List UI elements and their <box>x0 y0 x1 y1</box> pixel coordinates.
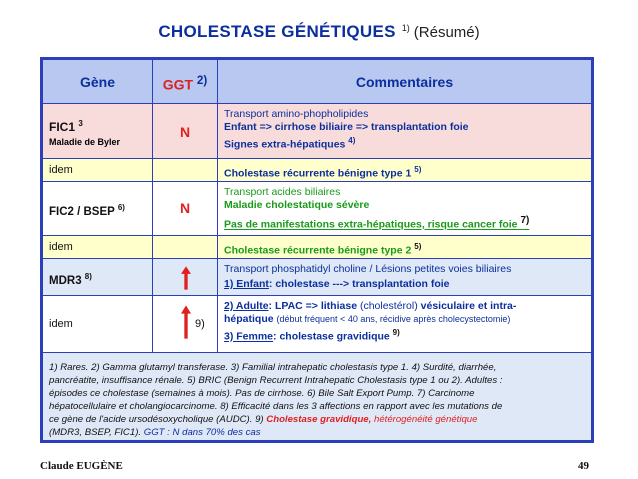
gene-mdr3: MDR3 <box>49 274 82 287</box>
author: Claude EUGÈNE <box>40 460 123 472</box>
gene-idem-1: idem <box>49 164 73 176</box>
title-ref: 1) <box>401 22 410 33</box>
mdr3-adulte: 2) Adulte <box>224 300 269 312</box>
gene-fic1: FIC1 <box>49 120 76 134</box>
gene-fic1-sub: Maladie de Byler <box>49 137 121 147</box>
fic2-line1: Transport acides biliaires <box>224 186 341 198</box>
title-main: CHOLESTASE GÉNÉTIQUES <box>158 22 396 41</box>
comment-bric1: Cholestase récurrente bénigne type 1 <box>224 167 412 180</box>
ggt-ref-9: 9) <box>195 318 205 330</box>
mdr3-line1: Transport phosphatidyl choline / Lésions petites voies biliaires <box>224 263 512 275</box>
table-row-mdr3: MDR3 $^{8)}$ Transport phosphatidyl choline / Lésions petites voies biliaires 1) Enfant: cholestase ---> transplantation foie <box>43 259 591 296</box>
fic1-line3: Signes extra-hépatiques <box>224 138 346 151</box>
comment-bric2: Cholestase récurrente bénigne type 2 <box>224 244 412 257</box>
page-number: 49 <box>578 460 589 472</box>
table-row-fic1-idem: idem Cholestase récurrente bénigne type 1 $^{5)}$ <box>43 159 591 182</box>
ggt-fic2: N <box>179 200 191 216</box>
gene-idem-2: idem <box>49 241 73 253</box>
mdr3-femme: 3) Femme <box>224 330 274 343</box>
table-row-mdr3-idem: idem 9) 2) Adulte: LPAC => lithiase (cholestérol) vésiculaire et intra- hépatique (début fréquent < 40 ans, récidive après cholecystectomie) 3) Femme: cholestase gravidique $^{9)}$ <box>43 296 591 353</box>
table-header <box>43 60 591 104</box>
table-row-fic2-idem: idem Cholestase récurrente bénigne type 2 $^{5)}$ <box>43 236 591 259</box>
fic1-line1: Transport amino-phopholipides <box>224 108 369 120</box>
fic2-line3: Pas de manifestations extra-hépatiques, risque cancer foie <box>224 218 518 231</box>
red-up-arrow-icon <box>181 264 191 292</box>
gene-fic2: FIC2 / BSEP <box>49 205 115 218</box>
table-row-fic1: FIC1 $^3$ Maladie de Byler N Transport amino-phopholipides Enfant => cirrhose biliaire => transplantation foie Signes extra-hépatiques $^{4)}$ <box>43 104 591 159</box>
fic2-line2: Maladie cholestatique sévère <box>224 199 370 211</box>
fic1-line2: Enfant => cirrhose biliaire => transplantation foie <box>224 121 469 133</box>
mdr3-enfant-text: : cholestase ---> transplantation foie <box>268 278 450 290</box>
footnotes: 1) Rares. 2) Gamma glutamyl transferase. 3) Familial intrahepatic cholestasis type 1. 4) Surdité, diarrhée, pancréatite, insuffisance rénale. 5) BRIC (Benign Recurrent Intrahepatic Cholestasis type 1 ou 2). Adultes : épisodes ce cholestase (semaines à mois). Pas de cirrhose. 6) Bile Salt Export Pump. 7) Carcinome hépatocellulaire et cholangiocarcinome. 8) Efficacité dans les 3 affections en rapport avec les mutations de ce gène de l'acide ursodésoxycholique (AUDC). 9) Cholestase gravidique, hétérogénéité génétique (MDR3, BSEP, FIC1). GGT : N dans 70% des cas <box>43 353 591 440</box>
summary-table <box>40 57 594 443</box>
mdr3-enfant: 1) Enfant <box>224 278 269 290</box>
title-sub: (Résumé) <box>413 24 480 41</box>
table-row-fic2: FIC2 / BSEP $^{6)}$ N Transport acides biliaires Maladie cholestatique sévère Pas de manifestations extra-hépatiques, risque cancer foie 7) <box>43 182 591 236</box>
gene-idem-3: idem <box>49 318 73 330</box>
red-up-arrow-icon <box>181 302 191 342</box>
header-ggt: GGT $^{2)}$ <box>153 60 218 103</box>
page-title <box>0 22 638 42</box>
ggt-fic1: N <box>179 124 191 140</box>
header-gene: Gène <box>43 60 153 103</box>
header-comments: Commentaires <box>355 74 454 90</box>
